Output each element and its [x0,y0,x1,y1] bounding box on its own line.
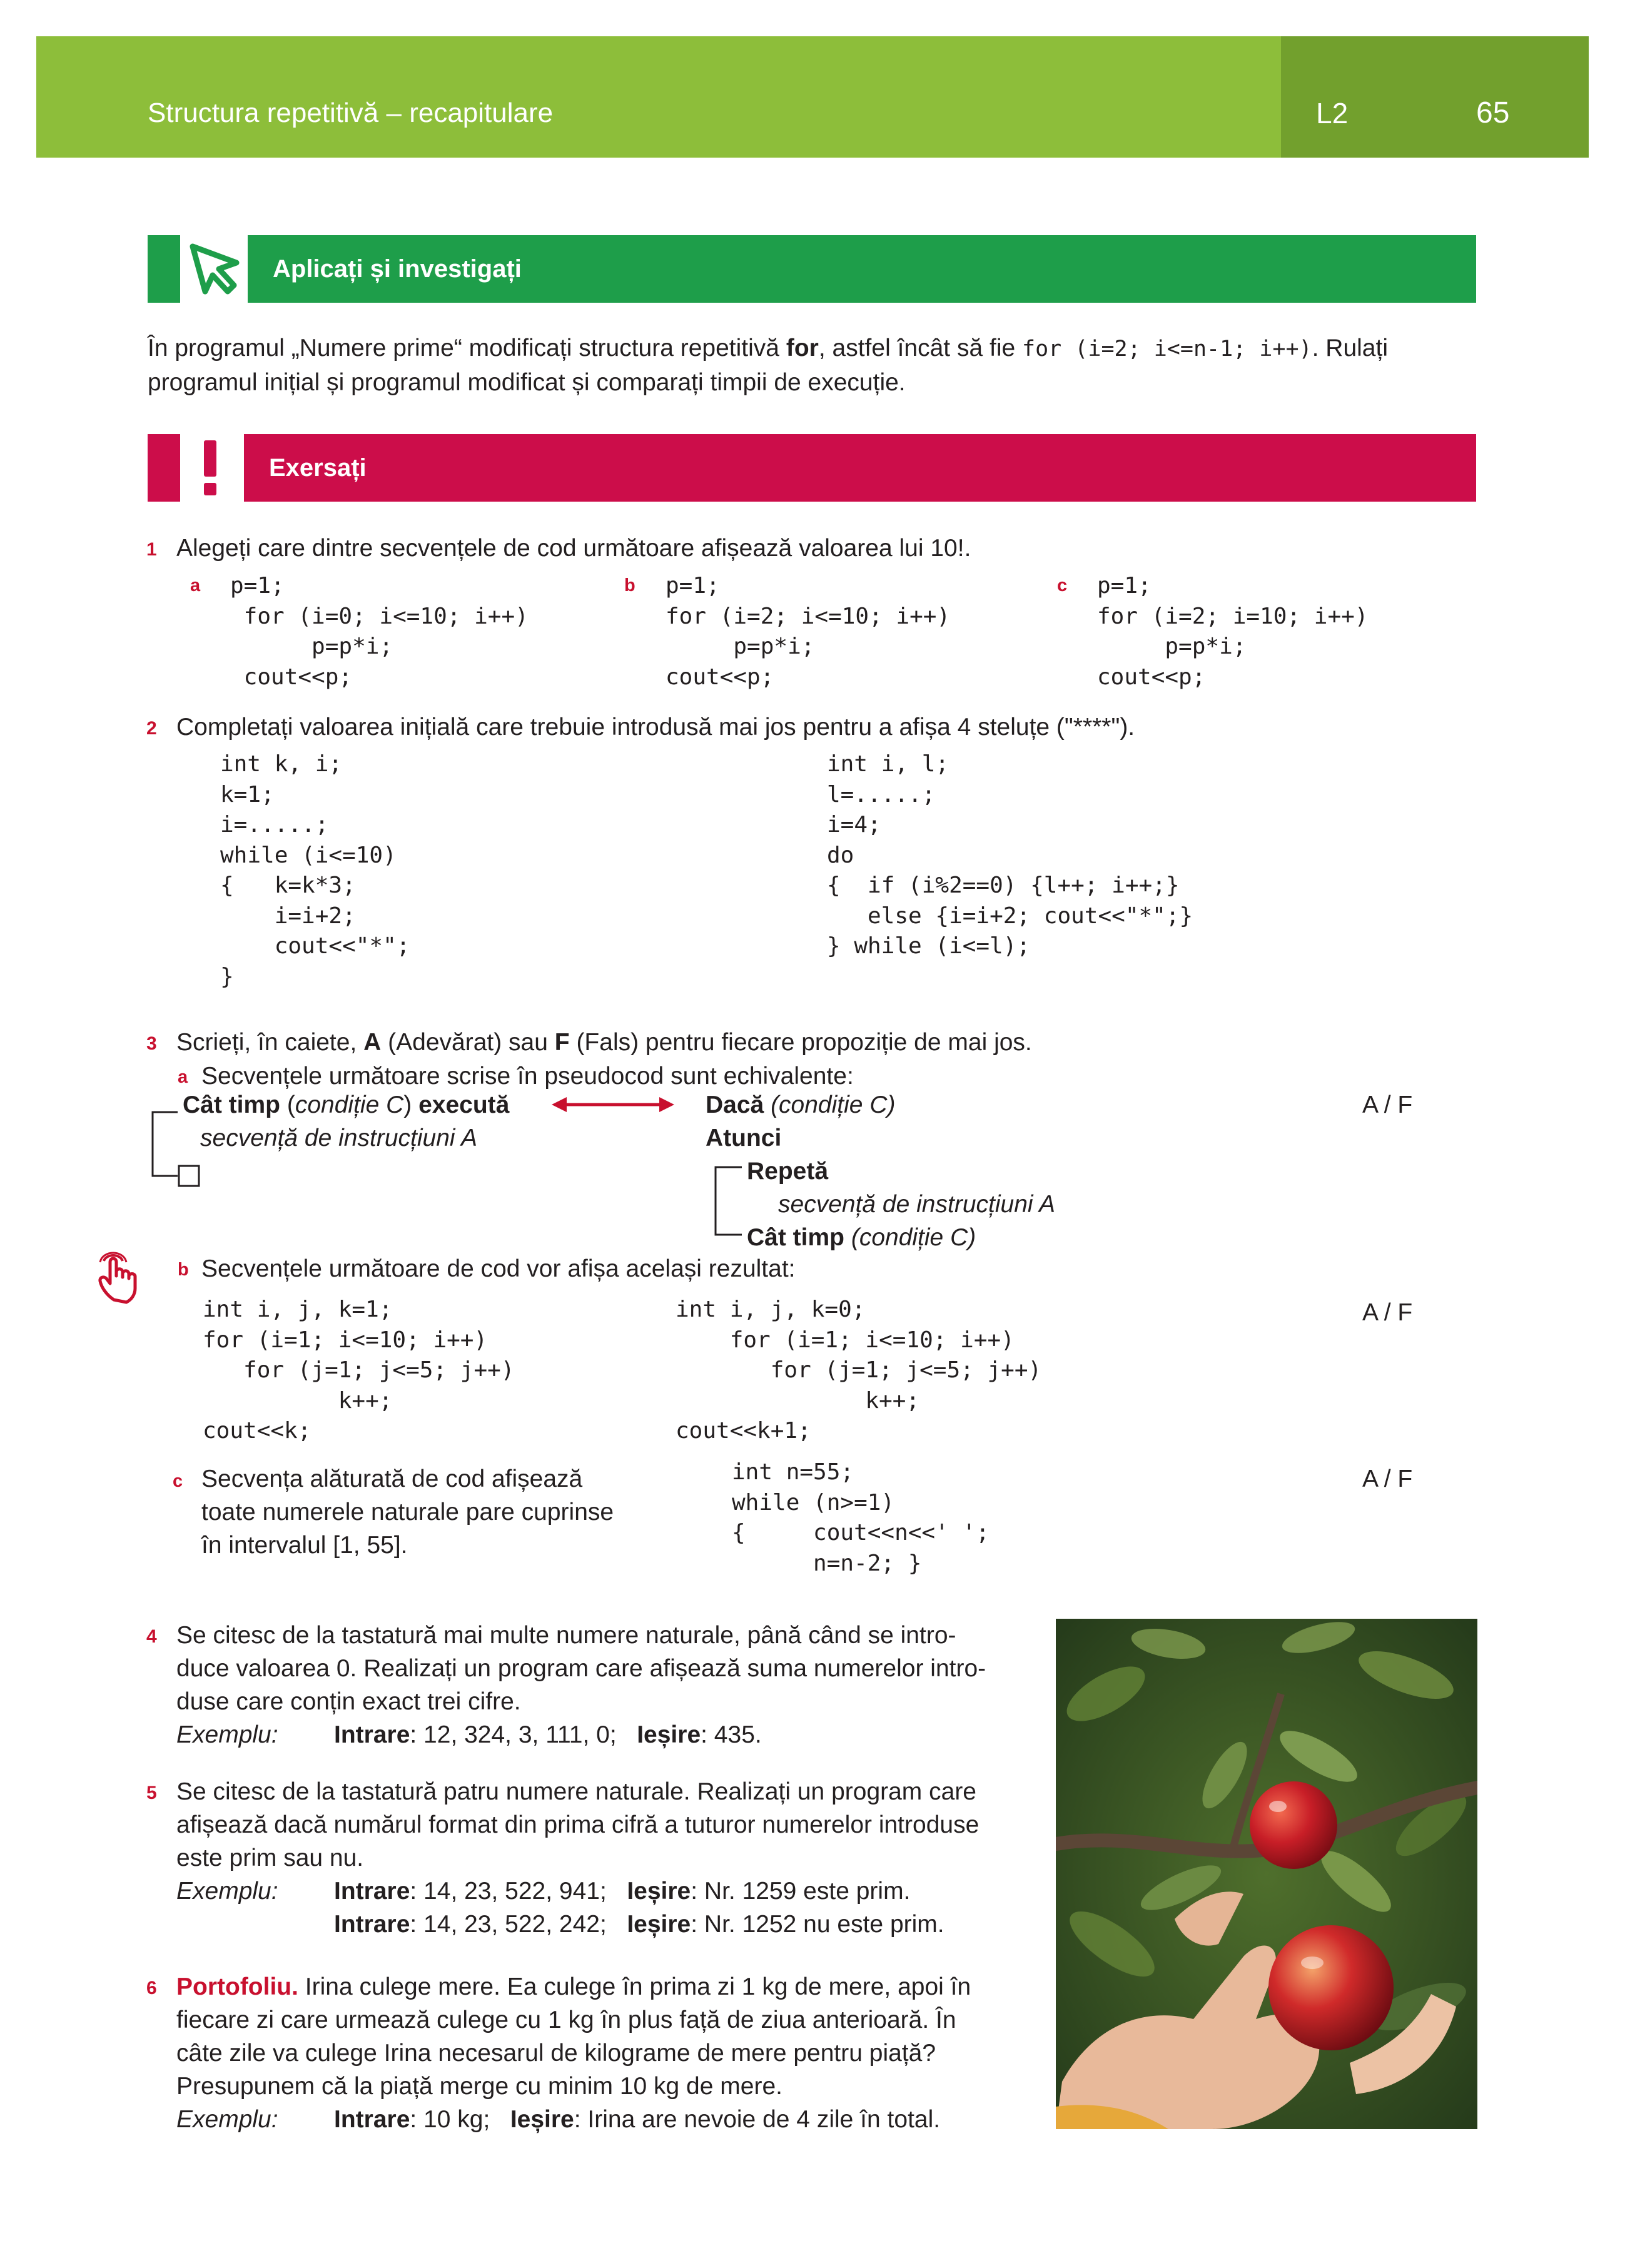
ex4-line3: duse care conțin exact trei cifre. [176,1688,521,1715]
ex6-in-val: : 10 kg; [410,2106,490,2133]
ex3-text-F: F [554,1029,570,1056]
ex3a-right-bracket [713,1158,744,1246]
exercise-bar-left [148,434,180,502]
ex6-out-label: Ieșire [510,2106,574,2133]
ex5-line2: afișează dacă numărul format din prima cifră a tuturor numerelor introduse [176,1811,980,1838]
ex4-example-label: Exemplu: [176,1721,278,1748]
ex5-out-val-1: : Nr. 1259 este prim. [691,1878,911,1905]
ex3a-condition: condiție C [295,1091,404,1118]
ex3a-right-seq: secvență de instrucțiuni A [778,1191,1055,1218]
ex6-in-label: Intrare [334,2106,410,2133]
apply-code: for (i=2; i<=n-1; i++) [1022,337,1312,362]
ex1-option-a-label: a [190,575,201,595]
ex3a-repeta: Repetă [747,1158,829,1185]
ex3a-right-cattimp-kw: Cât timp [747,1224,844,1251]
ex3a-label: a [178,1067,188,1087]
hand-pointer-icon [95,1250,149,1306]
ex3a-left-line2: secvență de instrucțiuni A [200,1125,477,1152]
ex5-body [176,1775,979,1875]
ex5-example-2 [334,1908,944,1941]
ex4-line1: Se citesc de la tastatură mai multe numere naturale, până când se intro- [176,1622,956,1649]
ex5-out-label-1: Ieșire [627,1878,691,1905]
ex3-number: 3 [146,1033,157,1054]
ex5-example-label: Exemplu: [176,1878,278,1905]
ex2-text: Completați valoarea inițială care trebuie introdusă mai jos pentru a afișa 4 steluțe ("****"). [176,714,1135,741]
exercise-section-title: Exersați [269,454,367,482]
ex4-example [334,1718,762,1751]
ex3b-text: Secvențele următoare de cod vor afișa același rezultat: [201,1255,796,1282]
chapter-title: Structura repetitivă – recapitulare [148,98,554,128]
ex6-line2: fiecare zi care urmează culege cu 1 kg în plus față de ziua anterioară. În [176,2007,956,2033]
ex3a-executa: execută [418,1091,510,1118]
ex3b-answer: A / F [1362,1299,1413,1326]
ex2-number: 2 [146,718,157,739]
ex3b-code-left: int i, j, k=1; for (i=1; i<=10; i++) for (j=1; j<=5; j++) k++; cout<<k; [203,1297,515,1444]
ex5-in-label-2: Intrare [334,1911,410,1938]
ex3a-answer: A / F [1362,1091,1413,1118]
ex4-body [176,1619,986,1718]
ex3-text-A: A [363,1029,382,1056]
ex6-out-val: : Irina are nevoie de 4 zile în total. [574,2106,941,2133]
apply-text-3: . Rulați [1312,335,1388,362]
ex1-number: 1 [146,539,157,560]
ex3-text [176,1026,1032,1059]
ex6-line4: Presupunem că la piață merge cu minim 10 kg de mere. [176,2073,782,2100]
ex5-out-val-2: : Nr. 1252 nu este prim. [691,1911,944,1938]
ex3c-code: int n=55; while (n>=1) { cout<<n<<' '; n=n-2; } [732,1459,990,1576]
ex5-line1: Se citesc de la tastatură patru numere naturale. Realizați un program care [176,1778,977,1805]
page-number: 65 [1476,96,1510,129]
double-arrow-icon [550,1092,676,1117]
ex3c-text-3: în intervalul [1, 55]. [201,1532,408,1559]
apply-section-header [248,235,1476,303]
ex1-option-c-label: c [1057,575,1068,595]
ex4-in-val: : 12, 324, 3, 111, 0; [410,1721,617,1748]
ex3a-cattimp: Cât timp [183,1091,280,1118]
page-header-right [1281,36,1589,158]
ex5-in-val-2: : 14, 23, 522, 242; [410,1911,607,1938]
ex3a-daca: Dacă [706,1091,764,1118]
ex3-text-part3: (Fals) pentru fiecare propoziție de mai jos. [569,1029,1032,1056]
page-header [36,36,1281,158]
ex3a-right-daca [706,1088,895,1121]
ex3c-text-2: toate numerele naturale pare cuprinse [201,1499,614,1526]
exercise-section-header [244,434,1476,502]
ex3-text-part2: (Adevărat) sau [381,1029,555,1056]
apply-text-line2: programul inițial și programul modificat și comparați timpii de execuție. [148,369,906,396]
ex5-in-label-1: Intrare [334,1878,410,1905]
apply-text-bold: for [786,335,819,362]
apply-section-title: Aplicați și investigați [273,255,522,283]
ex3a-text: Secvențele următoare scrise în pseudocod sunt echivalente: [201,1063,854,1090]
ex3a-paren-open: ( [280,1091,295,1118]
ex6-title: Portofoliu. [176,1973,298,2000]
ex1-option-b-label: b [624,575,635,595]
apply-bar-left [148,235,180,303]
apple-photo [1056,1619,1477,2129]
ex2-code-right: int i, l; l=.....; i=4; do { if (i%2==0) {l++; i++;} else {i=i+2; cout<<"*";} } while (i<=l); [827,751,1193,959]
ex3b-label: b [178,1260,189,1280]
ex1-option-c-code: p=1; for (i=2; i=10; i++) p=p*i; cout<<p; [1097,573,1369,690]
ex1-option-a-code: p=1; for (i=0; i<=10; i++) p=p*i; cout<<p; [230,573,529,690]
ex3a-atunci: Atunci [706,1125,782,1152]
ex3a-right-cattimp [747,1221,976,1254]
ex2-code-left: int k, i; k=1; i=.....; while (i<=10) { k=k*3; i=i+2; cout<<"*"; } [220,751,410,990]
ex1-option-b-code: p=1; for (i=2; i<=10; i++) p=p*i; cout<<p; [666,573,951,690]
ex4-in-label: Intrare [334,1721,410,1748]
exclamation-icon [191,435,229,500]
ex1-text: Alegeți care dintre secvențele de cod următoare afișează valoarea lui 10!. [176,535,971,562]
ex6-example-label: Exemplu: [176,2106,278,2133]
cursor-arrow-icon [185,238,248,300]
ex3c-label: c [173,1471,183,1491]
ex4-number: 4 [146,1626,157,1647]
ex5-out-label-2: Ieșire [627,1911,691,1938]
ex6-number: 6 [146,1978,157,1998]
ex3a-left-line1 [183,1088,509,1121]
ex3c-text [201,1462,614,1562]
ex5-example-1 [334,1875,910,1908]
ex3-text-part1: Scrieți, în caiete, [176,1029,364,1056]
ex5-number: 5 [146,1783,157,1803]
ex6-line1: Irina culege mere. Ea culege în prima zi 1 kg de mere, apoi în [298,1973,971,2000]
lesson-label: L2 [1316,97,1349,129]
apply-text-2: , astfel încât să fie [818,335,1023,362]
ex6-body [176,1970,971,2103]
ex3c-answer: A / F [1362,1466,1413,1492]
ex3c-text-1: Secvența alăturată de cod afișează [201,1466,583,1492]
ex5-in-val-1: : 14, 23, 522, 941; [410,1878,607,1905]
ex5-line3: este prim sau nu. [176,1845,364,1871]
ex4-line2: duce valoarea 0. Realizați un program care afișează suma numerelor intro- [176,1655,986,1682]
ex3a-daca-condition: (condiție C) [764,1091,896,1118]
ex6-example [334,2103,940,2136]
ex6-line3: câte zile va culege Irina necesarul de kilograme de mere pentru piață? [176,2040,936,2067]
ex3b-code-right: int i, j, k=0; for (i=1; i<=10; i++) for (j=1; j<=5; j++) k++; cout<<k+1; [676,1297,1042,1444]
apply-paragraph [148,332,1480,399]
ex4-out-label: Ieșire [637,1721,701,1748]
ex3a-right-cattimp-cond: (condiție C) [844,1224,976,1251]
ex4-out-val: : 435. [701,1721,762,1748]
ex3a-paren-close: ) [403,1091,419,1118]
apply-text-1: În programul „Numere prime“ modificați structura repetitivă [148,335,786,362]
